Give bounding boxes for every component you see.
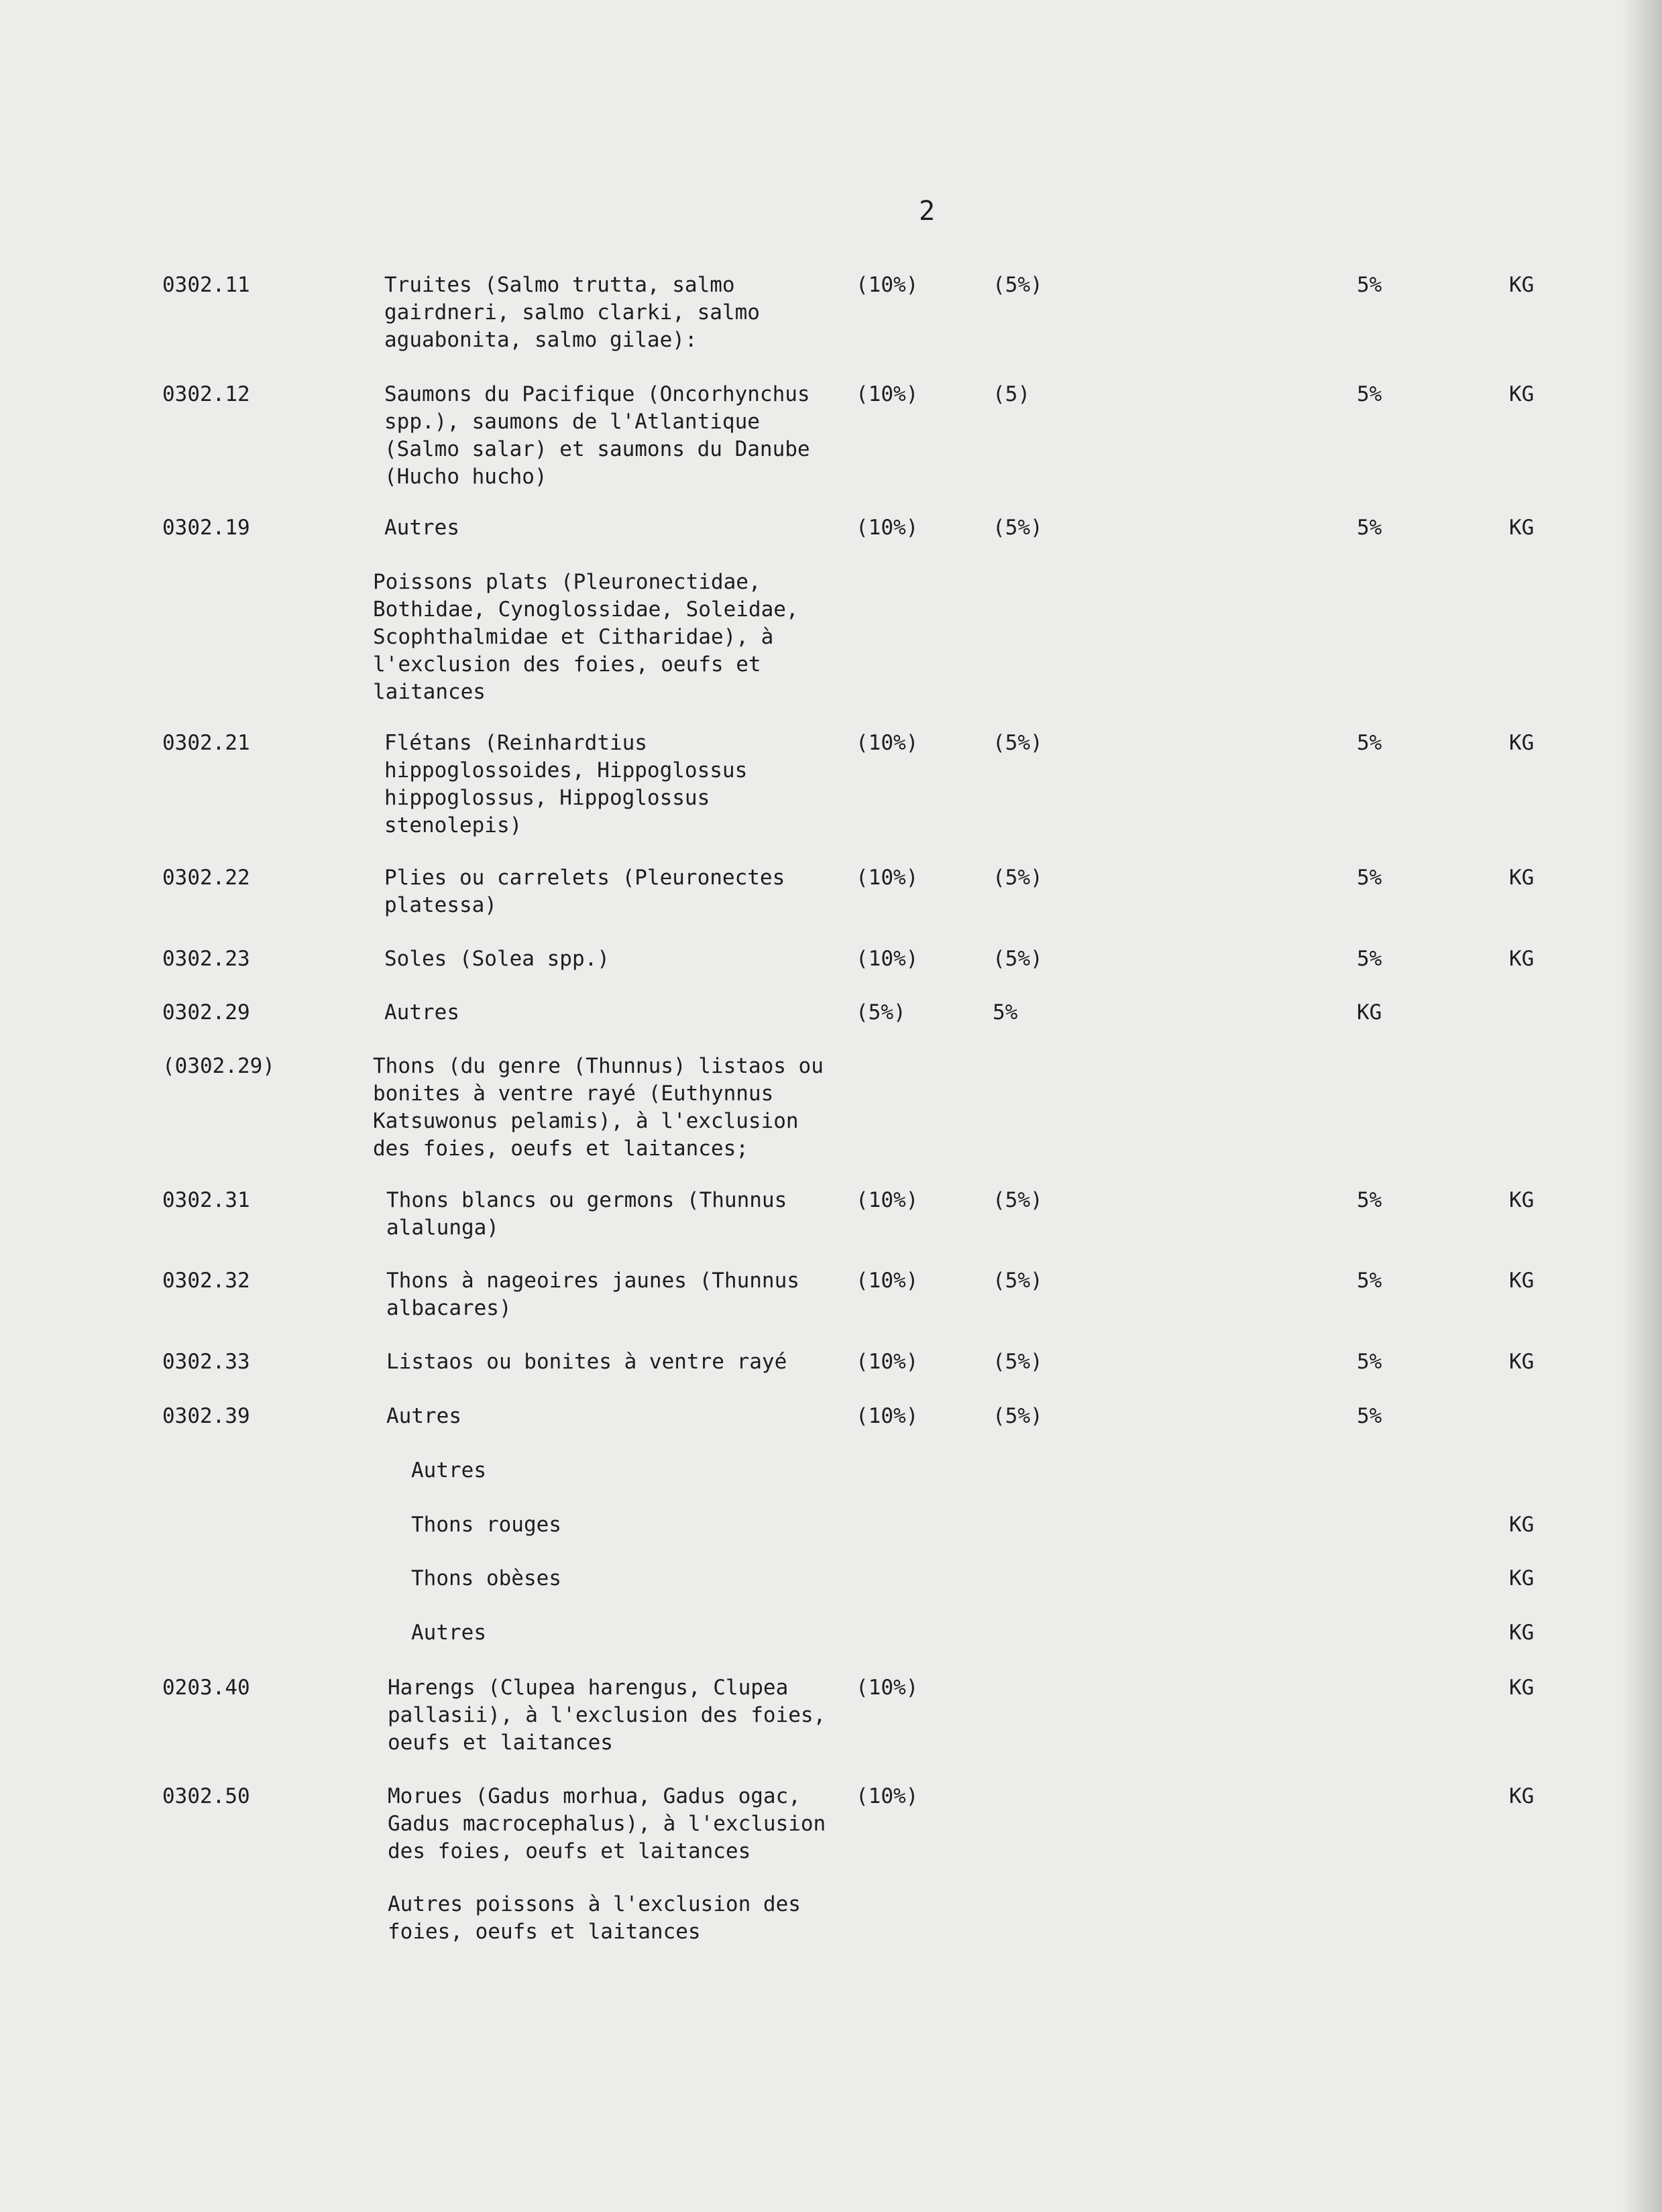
description-line: alalunga) — [386, 1216, 499, 1240]
description-line: Poissons plats (Pleuronectidae, — [373, 570, 761, 594]
tariff-code: 0302.31 — [162, 1188, 250, 1212]
rate-col-2: 5% — [993, 1000, 1018, 1025]
rate-col-1: (10%) — [856, 1269, 919, 1293]
description — [386, 1348, 1044, 1376]
rate-col-2: (5%) — [993, 731, 1043, 755]
rate-col-1: (10%) — [856, 1676, 919, 1700]
rate-col-2: (5%) — [993, 1350, 1043, 1374]
unit-col: KG — [1509, 1566, 1535, 1590]
description-line: Autres — [384, 516, 459, 540]
rate-col-3: 5% — [1357, 1350, 1382, 1374]
description-line: Flétans (Reinhardtius — [384, 731, 647, 755]
rate-col-2: (5) — [993, 382, 1030, 406]
rate-col-3: 5% — [1357, 866, 1382, 890]
description — [373, 569, 1030, 706]
description — [411, 1619, 1068, 1647]
description-line: bonites à ventre rayé (Euthynnus — [373, 1082, 774, 1106]
description-line: Listaos ou bonites à ventre rayé — [386, 1350, 787, 1374]
description-line: Thons (du genre (Thunnus) listaos ou — [373, 1054, 824, 1078]
rate-col-1: (10%) — [856, 516, 919, 540]
description-line: pallasii), à l'exclusion des foies, — [388, 1703, 826, 1727]
unit-col: KG — [1509, 1784, 1535, 1808]
scan-edge-shadow — [1622, 0, 1662, 2212]
description-line: foies, oeufs et laitances — [388, 1920, 701, 1944]
description — [384, 864, 1042, 919]
rate-col-3: 5% — [1357, 382, 1382, 406]
rate-col-2: (5%) — [993, 1404, 1043, 1428]
description-line: des foies, oeufs et laitances — [388, 1839, 751, 1863]
description-line: l'exclusion des foies, oeufs et — [373, 652, 761, 677]
description — [386, 1403, 1044, 1430]
description — [384, 730, 1042, 839]
rate-col-3: 5% — [1357, 1188, 1382, 1212]
description-line: Truites (Salmo trutta, salmo — [384, 273, 735, 297]
description — [384, 514, 1042, 542]
description-line: Autres — [384, 1000, 459, 1025]
unit-col: KG — [1509, 1513, 1535, 1537]
rate-col-3: 5% — [1357, 1404, 1382, 1428]
rate-col-3: 5% — [1357, 273, 1382, 297]
tariff-code: 0302.50 — [162, 1784, 250, 1808]
description — [384, 945, 1042, 973]
rate-col-3: 5% — [1357, 731, 1382, 755]
rate-col-3: 5% — [1357, 1269, 1382, 1293]
description-line: Thons rouges — [411, 1513, 561, 1537]
rate-col-1: (10%) — [856, 947, 919, 971]
description — [411, 1457, 1068, 1485]
description — [384, 381, 1042, 491]
rate-col-2: (5%) — [993, 947, 1043, 971]
unit-col: KG — [1509, 1621, 1535, 1645]
description — [388, 1783, 1045, 1865]
rate-col-1: (10%) — [856, 1784, 919, 1808]
description — [388, 1674, 1045, 1757]
description — [388, 1891, 1045, 1946]
rate-col-1: (10%) — [856, 273, 919, 297]
description-line: gairdneri, salmo clarki, salmo — [384, 300, 760, 325]
rate-col-2: (5%) — [993, 866, 1043, 890]
rate-col-1: (10%) — [856, 731, 919, 755]
description-line: hippoglossoides, Hippoglossus — [384, 758, 748, 782]
description — [386, 1187, 1044, 1242]
description-line: Autres — [386, 1404, 461, 1428]
rate-col-1: (5%) — [856, 1000, 906, 1025]
description — [411, 1511, 1068, 1539]
description-line: stenolepis) — [384, 813, 522, 837]
description-line: Soles (Solea spp.) — [384, 947, 610, 971]
description-line: (Hucho hucho) — [384, 465, 547, 489]
rate-col-1: (10%) — [856, 866, 919, 890]
tariff-code: 0302.19 — [162, 516, 250, 540]
rate-col-1: (10%) — [856, 1404, 919, 1428]
unit-col: KG — [1509, 731, 1535, 755]
description-line: Plies ou carrelets (Pleuronectes — [384, 866, 785, 890]
description-line: aguabonita, salmo gilae): — [384, 328, 698, 352]
tariff-code: 0302.39 — [162, 1404, 250, 1428]
tariff-code: 0302.23 — [162, 947, 250, 971]
rate-col-1: (10%) — [856, 1350, 919, 1374]
unit-col: KG — [1509, 866, 1535, 890]
description — [384, 272, 1042, 354]
description-line: Thons à nageoires jaunes (Thunnus — [386, 1269, 799, 1293]
description-line: oeufs et laitances — [388, 1731, 613, 1755]
rate-col-2: (5%) — [993, 516, 1043, 540]
description — [411, 1565, 1068, 1592]
unit-col: KG — [1509, 947, 1535, 971]
description-line: hippoglossus, Hippoglossus — [384, 786, 710, 810]
tariff-code: 0302.29 — [162, 1000, 250, 1025]
unit-col: KG — [1509, 382, 1535, 406]
page-number: 2 — [919, 196, 936, 227]
description-line: Gadus macrocephalus), à l'exclusion — [388, 1812, 826, 1836]
description-line: Autres — [411, 1458, 486, 1482]
description — [384, 999, 1042, 1027]
tariff-code: 0203.40 — [162, 1676, 250, 1700]
description-line: Scophthalmidae et Citharidae), à — [373, 625, 774, 649]
unit-col: KG — [1509, 1676, 1535, 1700]
description-line: (Salmo salar) et saumons du Danube — [384, 437, 810, 461]
unit-col: KG — [1509, 273, 1535, 297]
description-line: Saumons du Pacifique (Oncorhynchus — [384, 382, 810, 406]
description-line: Morues (Gadus morhua, Gadus ogac, — [388, 1784, 801, 1808]
description-line: platessa) — [384, 893, 497, 917]
description-line: Harengs (Clupea harengus, Clupea — [388, 1676, 789, 1700]
unit-col: KG — [1509, 1269, 1535, 1293]
tariff-code: 0302.22 — [162, 866, 250, 890]
tariff-code: 0302.21 — [162, 731, 250, 755]
rate-col-3: 5% — [1357, 947, 1382, 971]
unit-col: KG — [1509, 1188, 1535, 1212]
tariff-code: 0302.11 — [162, 273, 250, 297]
unit-col: KG — [1509, 516, 1535, 540]
tariff-code: 0302.12 — [162, 382, 250, 406]
description-line: laitances — [373, 680, 486, 704]
rate-col-1: (10%) — [856, 382, 919, 406]
description-line: albacares) — [386, 1296, 512, 1320]
description-line: Autres poissons à l'exclusion des — [388, 1892, 801, 1916]
tariff-code: 0302.33 — [162, 1350, 250, 1374]
rate-col-1: (10%) — [856, 1188, 919, 1212]
tariff-code: (0302.29) — [162, 1054, 275, 1078]
rate-col-2: (5%) — [993, 1269, 1043, 1293]
description-line: Autres — [411, 1621, 486, 1645]
rate-col-2: (5%) — [993, 1188, 1043, 1212]
description-line: des foies, oeufs et laitances; — [373, 1137, 749, 1161]
description-line: Bothidae, Cynoglossidae, Soleidae, — [373, 597, 799, 622]
description-line: Katsuwonus pelamis), à l'exclusion — [373, 1109, 799, 1133]
description — [373, 1053, 1030, 1163]
description-line: Thons obèses — [411, 1566, 561, 1590]
rate-col-2: (5%) — [993, 273, 1043, 297]
unit-col: KG — [1509, 1350, 1535, 1374]
rate-col-3: 5% — [1357, 516, 1382, 540]
description-line: Thons blancs ou germons (Thunnus — [386, 1188, 787, 1212]
tariff-code: 0302.32 — [162, 1269, 250, 1293]
description — [386, 1267, 1044, 1322]
description-line: spp.), saumons de l'Atlantique — [384, 410, 760, 434]
rate-col-3: KG — [1357, 1000, 1382, 1025]
